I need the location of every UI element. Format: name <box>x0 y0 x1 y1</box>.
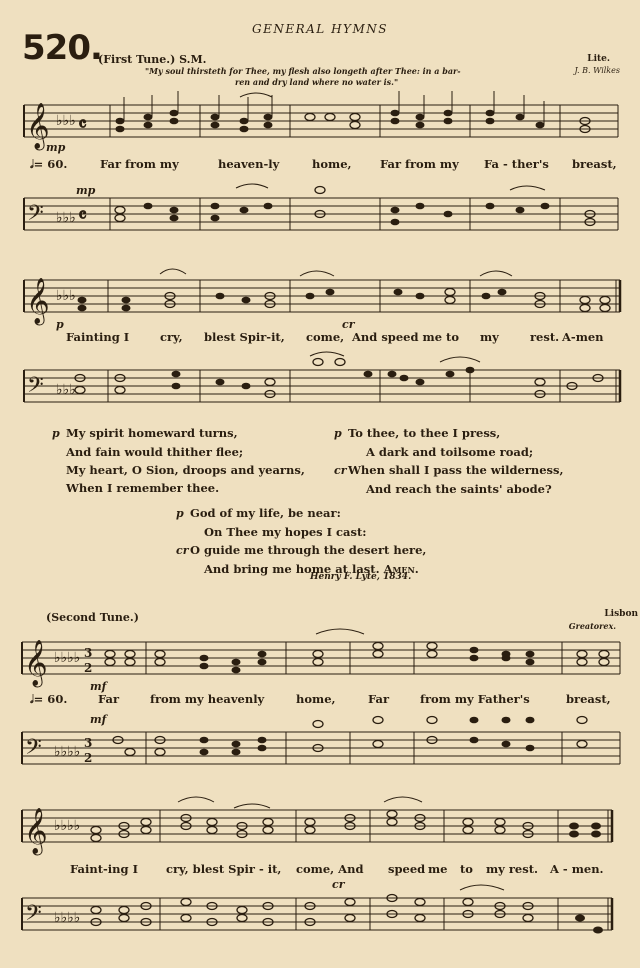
tune1-s2-lyric-2: cry, <box>160 330 183 344</box>
tune1-system2-bass-staff <box>0 360 640 415</box>
tune2-s2-lyric-8: A - men. <box>550 862 604 876</box>
half-note-icon: 𝅗𝅥 <box>30 157 34 171</box>
tune1-s2-lyric-8: A-men <box>562 330 604 344</box>
tune1-s2-lyric-4: come, <box>306 330 345 344</box>
tune1-system1-bass-staff <box>0 188 640 243</box>
first-tune-label: (First Tune.) S.M. <box>98 53 207 66</box>
tune1-s1-lyric-6: breast, <box>572 157 617 171</box>
tune2-s2-lyric-2: cry, blest Spir - it, <box>166 862 282 876</box>
svg-text:3: 3 <box>84 736 93 750</box>
tune1-s1-lyric-1: Far from my <box>100 157 179 171</box>
svg-text:𝄢: 𝄢 <box>25 735 42 765</box>
svg-text:2: 2 <box>84 661 93 675</box>
tune1-dynamic-treble: mp <box>46 141 66 154</box>
tune1-s1-lyric-4: Far from my <box>380 157 459 171</box>
verse-3-line-2: A dark and toilsome road; <box>366 445 534 459</box>
verse-3-line-4: And reach the saints' abode? <box>366 482 552 496</box>
svg-text:𝄴: 𝄴 <box>78 203 87 227</box>
second-tune-label: (Second Tune.) <box>46 611 139 624</box>
verse-4 <box>176 504 426 578</box>
tune2-s2-lyric-6: to <box>460 862 473 876</box>
epigraph-line-1: "My soul thirsteth for Thee, my flesh also longeth after Thee: in a bar- <box>145 66 461 76</box>
tune2-s2-lyric-1: Faint-ing I <box>70 862 138 876</box>
tune2-s1-lyric-2: from my heavenly <box>150 692 265 706</box>
svg-text:♭♭♭: ♭♭♭ <box>56 382 76 398</box>
verse-4-line-1: p God of my life, be near: <box>176 506 341 520</box>
verse-3 <box>334 424 564 498</box>
tune1-s2-lyric-7: rest. <box>530 330 560 344</box>
svg-text:2: 2 <box>84 751 93 765</box>
tune1-s2-dynamic-p: p <box>56 318 64 331</box>
svg-text:𝄢: 𝄢 <box>25 901 42 931</box>
hymn-author: Henry F. Lyte, 1834. <box>310 572 412 582</box>
half-note-icon: 𝅗𝅥 <box>30 692 34 706</box>
hymn-number: 520. <box>22 28 102 68</box>
verse-2-line-2: And fain would thither flee; <box>66 445 244 459</box>
tune2-s2-dynamic-cr: cr <box>332 878 345 891</box>
verse-2-line-1: p My spirit homeward turns, <box>52 426 238 440</box>
tune2-s1-lyric-4: Far <box>368 692 390 706</box>
svg-text:3: 3 <box>84 646 93 660</box>
tune2-system1-bass-staff <box>0 722 640 777</box>
verse-3-line-1: p To thee, to thee I press, <box>334 426 501 440</box>
tune1-s2-lyric-1: Fainting I <box>66 330 130 344</box>
tune2-s2-lyric-7: my rest. <box>486 862 539 876</box>
tune1-dynamic-bass: mp <box>76 184 96 197</box>
svg-text:♭♭♭♭: ♭♭♭♭ <box>54 818 81 834</box>
tune1-s2-lyric-5: And speed me to <box>352 330 459 344</box>
tune1-system2-treble-staff <box>0 270 640 330</box>
svg-text:♭♭♭♭: ♭♭♭♭ <box>54 744 81 760</box>
tune1-system1-treble-staff <box>0 95 640 165</box>
tune1-s2-lyric-3: blest Spir-it, <box>204 330 285 344</box>
verse-4-line-3: cr O guide me through the desert here, <box>176 543 427 557</box>
tune1-s2-dynamic-cr: cr <box>342 318 355 331</box>
tune1-tempo: 𝅗𝅥= 60. <box>30 157 68 171</box>
tune2-s1-lyric-1: Far <box>98 692 120 706</box>
svg-text:♭♭♭♭: ♭♭♭♭ <box>54 910 81 926</box>
tune1-s1-lyric-2: heaven-ly <box>218 157 280 171</box>
svg-text:♭♭♭: ♭♭♭ <box>56 288 76 304</box>
verse-4-line-2: On Thee my hopes I cast: <box>204 525 367 539</box>
epigraph-line-2: ren and dry land where no water is." <box>235 77 399 87</box>
tune2-s1-lyric-6: breast, <box>566 692 611 706</box>
svg-text:𝄢: 𝄢 <box>27 201 44 231</box>
svg-text:𝄞: 𝄞 <box>26 278 50 324</box>
verse-2-line-3: My heart, O Sion, droops and yearns, <box>66 463 305 477</box>
tune2-s1-lyric-3: home, <box>296 692 336 706</box>
tune2-system2-bass-staff <box>0 888 640 948</box>
svg-text:𝄴: 𝄴 <box>78 112 87 136</box>
svg-text:♭♭♭: ♭♭♭ <box>56 210 76 226</box>
tune2-system2-treble-staff <box>0 800 640 860</box>
tune2-s1-lyric-5: from my Father's <box>420 692 530 706</box>
tune2-s2-lyric-5: me <box>428 862 448 876</box>
svg-text:♭♭♭♭: ♭♭♭♭ <box>54 650 81 666</box>
tune2-tempo: 𝅗𝅥= 60. <box>30 692 68 706</box>
verse-3-line-3: cr When shall I pass the wilderness, <box>334 463 564 477</box>
second-tune-name: Lisbon <box>604 609 638 619</box>
tune1-s1-lyric-3: home, <box>312 157 352 171</box>
svg-text:𝄞: 𝄞 <box>26 103 50 149</box>
verse-2-line-4: When I remember thee. <box>66 481 220 495</box>
tune1-s1-lyric-5: Fa - ther's <box>484 157 549 171</box>
svg-text:𝄞: 𝄞 <box>24 640 48 686</box>
svg-text:♭♭♭: ♭♭♭ <box>56 113 76 129</box>
first-tune-name: Lite. <box>587 54 610 64</box>
svg-text:𝄞: 𝄞 <box>24 808 48 854</box>
tune1-s2-lyric-6: my <box>480 330 499 344</box>
tune2-s2-lyric-3: come, And <box>296 862 364 876</box>
running-head: GENERAL HYMNS <box>252 22 388 36</box>
tune2-dynamic-bass: mf <box>90 713 107 726</box>
first-tune-composer: J. B. Wilkes <box>574 66 620 75</box>
verse-4-line-4: And bring me home at last. Amen. <box>204 562 419 576</box>
svg-text:𝄢: 𝄢 <box>27 373 44 403</box>
verse-2 <box>52 424 305 497</box>
second-tune-composer: Greatorex. <box>568 621 616 631</box>
tune2-dynamic-treble: mf <box>90 680 107 693</box>
tune2-s2-lyric-4: speed <box>388 862 426 876</box>
